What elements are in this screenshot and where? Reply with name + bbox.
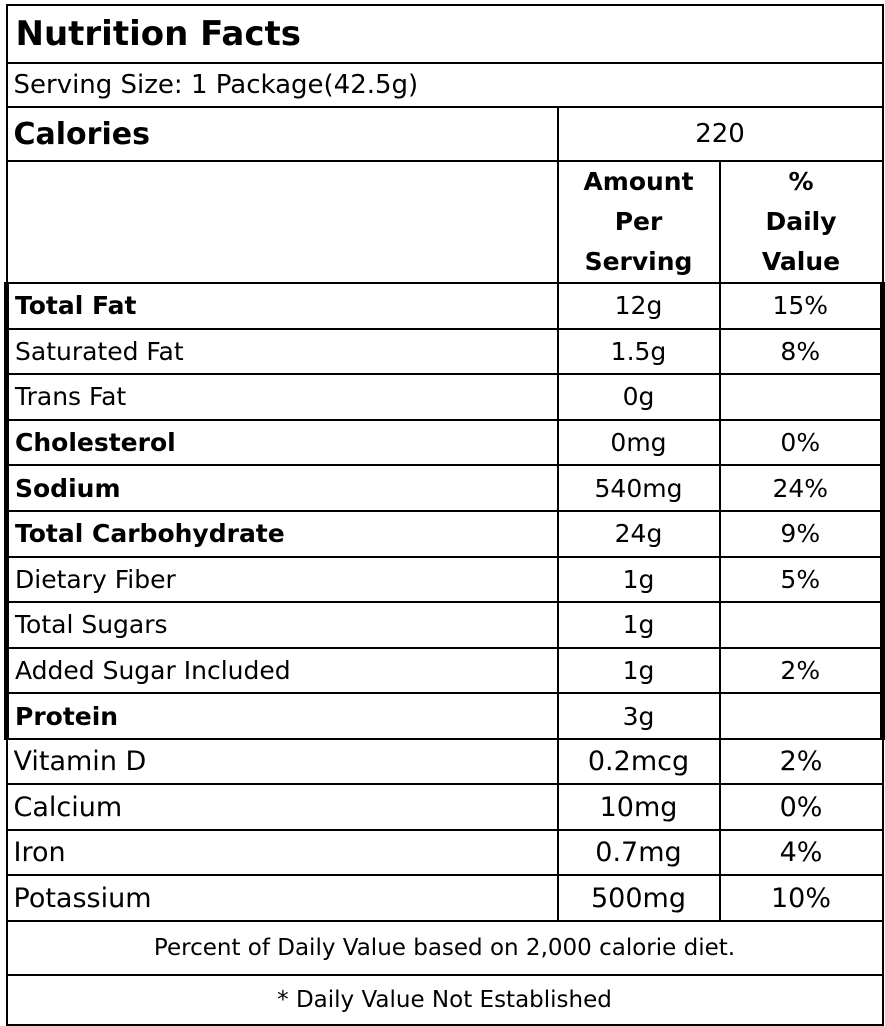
nutrient-amount: 1g xyxy=(558,602,720,648)
nutrient-name: Cholesterol xyxy=(7,420,558,466)
nutrient-row-sodium xyxy=(7,465,883,511)
nutrient-amount: 24g xyxy=(558,511,720,557)
nutrient-name: Protein xyxy=(7,693,558,739)
nutrient-amount: 12g xyxy=(558,283,720,329)
nutrient-name: Total Fat xyxy=(7,283,558,329)
nutrient-row-total-sugars xyxy=(7,602,883,648)
nutrient-amount: 1g xyxy=(558,648,720,694)
vitamin-amount: 0.7mg xyxy=(558,830,720,876)
nutrient-daily-value xyxy=(720,602,883,648)
vitamin-name: Vitamin D xyxy=(7,739,558,785)
nutrient-amount: 0g xyxy=(558,374,720,420)
nutrient-daily-value: 9% xyxy=(720,511,883,557)
nutrient-row-total-fat xyxy=(7,283,883,329)
vitamin-daily-value: 2% xyxy=(720,739,883,785)
vitamin-row-iron xyxy=(7,830,883,876)
nutrient-daily-value xyxy=(720,374,883,420)
serving-size: Serving Size: 1 Package(42.5g) xyxy=(7,63,883,107)
nutrient-amount: 3g xyxy=(558,693,720,739)
vitamin-amount: 0.2mcg xyxy=(558,739,720,785)
nutrient-daily-value: 2% xyxy=(720,648,883,694)
nutrient-row-trans-fat xyxy=(7,374,883,420)
nutrient-daily-value: 0% xyxy=(720,420,883,466)
nutrient-daily-value: 15% xyxy=(720,283,883,329)
amount-per-serving-header: Amount Per Serving xyxy=(558,161,720,283)
vitamin-name: Calcium xyxy=(7,784,558,830)
nutrient-name: Trans Fat xyxy=(7,374,558,420)
nutrient-name: Saturated Fat xyxy=(7,329,558,375)
nutrient-daily-value: 8% xyxy=(720,329,883,375)
nutrient-name: Total Sugars xyxy=(7,602,558,648)
vitamin-daily-value: 10% xyxy=(720,875,883,921)
vitamin-daily-value: 0% xyxy=(720,784,883,830)
vitamin-name: Iron xyxy=(7,830,558,876)
nutrient-name: Sodium xyxy=(7,465,558,511)
nutrient-row-added-sugar xyxy=(7,648,883,694)
nutrient-name: Added Sugar Included xyxy=(7,648,558,694)
footnote-daily-value-basis: Percent of Daily Value based on 2,000 calorie diet. xyxy=(7,921,883,975)
nutrient-daily-value: 24% xyxy=(720,465,883,511)
vitamin-row-potassium xyxy=(7,875,883,921)
calories-label: Calories xyxy=(7,107,558,161)
vitamin-row-calcium xyxy=(7,784,883,830)
nutrient-amount: 1.5g xyxy=(558,329,720,375)
header-blank-cell xyxy=(7,161,558,283)
calories-value: 220 xyxy=(558,107,883,161)
nutrient-daily-value: 5% xyxy=(720,557,883,603)
nutrient-row-total-carbohydrate xyxy=(7,511,883,557)
label-title: Nutrition Facts xyxy=(7,5,883,63)
vitamin-amount: 10mg xyxy=(558,784,720,830)
nutrient-row-protein xyxy=(7,693,883,739)
nutrient-daily-value xyxy=(720,693,883,739)
vitamin-amount: 500mg xyxy=(558,875,720,921)
nutrient-row-dietary-fiber xyxy=(7,557,883,603)
nutrient-amount: 0mg xyxy=(558,420,720,466)
nutrient-name: Total Carbohydrate xyxy=(7,511,558,557)
footnote-not-established: * Daily Value Not Established xyxy=(7,975,883,1025)
vitamin-row-vitamin-d xyxy=(7,739,883,785)
nutrient-amount: 540mg xyxy=(558,465,720,511)
nutrient-row-cholesterol xyxy=(7,420,883,466)
nutrient-name: Dietary Fiber xyxy=(7,557,558,603)
nutrient-amount: 1g xyxy=(558,557,720,603)
nutrition-label xyxy=(4,4,880,1021)
nutrition-table xyxy=(4,4,885,1026)
daily-value-header: % Daily Value xyxy=(720,161,883,283)
nutrient-row-saturated-fat xyxy=(7,329,883,375)
vitamin-daily-value: 4% xyxy=(720,830,883,876)
vitamin-name: Potassium xyxy=(7,875,558,921)
